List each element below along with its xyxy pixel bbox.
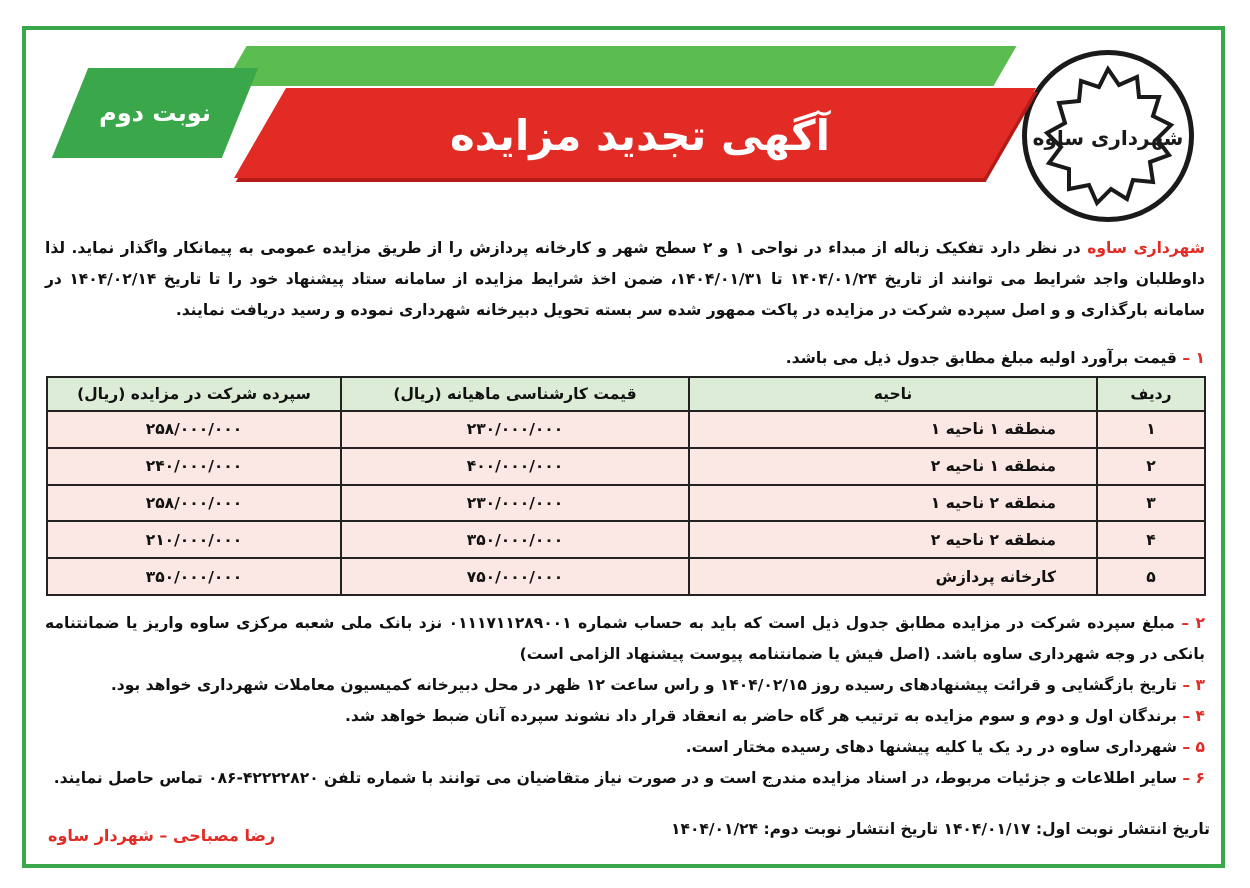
cell-area: منطقه ۲ ناحیه ۱	[689, 485, 1097, 522]
table-row	[47, 411, 1205, 448]
table-row	[47, 485, 1205, 522]
cell-price: ۴۰۰/۰۰۰/۰۰۰	[341, 448, 689, 485]
item-text: مبلغ سپرده شرکت در مزایده مطابق جدول ذیل است که باید به حساب شماره ۰۱۱۱۷۱۱۲۸۹۰۰۱ نزد بانک ملی شعبه مرکزی ساوه واریز یا ضمانتنامه بانکی در وجه شهرداری ساوه باشد. (اصل فیش یا ضمانتنامه پیوست پیشنهاد الزامی است)	[45, 614, 1205, 663]
cell-price: ۷۵۰/۰۰۰/۰۰۰	[341, 558, 689, 595]
intro-paragraph	[45, 233, 1205, 326]
cell-deposit: ۲۵۸/۰۰۰/۰۰۰	[47, 485, 341, 522]
table-row	[47, 558, 1205, 595]
cell-area: منطقه ۱ ناحیه ۲	[689, 448, 1097, 485]
cell-deposit: ۲۵۸/۰۰۰/۰۰۰	[47, 411, 341, 448]
round-badge: نوبت دوم	[99, 99, 211, 127]
item-text: تاریخ بازگشایی و قرائت پیشنهادهای رسیده روز ۱۴۰۴/۰۲/۱۵ و راس ساعت ۱۲ ظهر در محل دبیرخانه کمیسیون معاملات شهرداری خواهد بود.	[110, 676, 1177, 694]
table-row	[47, 521, 1205, 558]
cell-area: منطقه ۲ ناحیه ۲	[689, 521, 1097, 558]
col-header-deposit: سپرده شرکت در مزایده (ریال)	[47, 377, 341, 411]
cell-price: ۲۳۰/۰۰۰/۰۰۰	[341, 485, 689, 522]
intro-text: در نظر دارد تفکیک زباله از مبداء در نواحی ۱ و ۲ سطح شهر و کارخانه پردازش را از طریق مزایده عمومی به پیمانکار واگذار نماید. لذا داوطلبان واجد شرایط می توانند از تاریخ ۱۴۰۴/۰۱/۲۴ تا ۱۴۰۴/۰۱/۳۱، ضمن اخذ شرایط مزایده از سامانه ستاد پیشنهاد خود را تا تاریخ ۱۴۰۴/۰۲/۱۴ در سامانه بارگذاری و و اصل سپرده شرکت در مزایده در پاکت ممهور شده سر بسته تحویل دبیرخانه شهرداری نموده و رسید دریافت نمایند.	[45, 239, 1205, 319]
cell-row: ۳	[1097, 485, 1205, 522]
list-item	[45, 670, 1205, 701]
item-num: ۶ –	[1182, 769, 1205, 787]
item-1-num: ۱ –	[1182, 349, 1205, 367]
logo-seal-icon	[1027, 55, 1189, 217]
cell-deposit: ۲۴۰/۰۰۰/۰۰۰	[47, 448, 341, 485]
list-item	[45, 608, 1205, 670]
col-header-row: ردیف	[1097, 377, 1205, 411]
cell-area: منطقه ۱ ناحیه ۱	[689, 411, 1097, 448]
col-header-price: قیمت کارشناسی ماهیانه (ریال)	[341, 377, 689, 411]
publication-dates: تاریخ انتشار نوبت اول: ۱۴۰۴/۰۱/۱۷ تاریخ انتشار نوبت دوم: ۱۴۰۴/۰۱/۲۴	[671, 820, 1210, 838]
cell-row: ۲	[1097, 448, 1205, 485]
cell-deposit: ۲۱۰/۰۰۰/۰۰۰	[47, 521, 341, 558]
cell-price: ۲۳۰/۰۰۰/۰۰۰	[341, 411, 689, 448]
signer: رضا مصباحی – شهردار ساوه	[48, 826, 276, 845]
bids-table	[46, 376, 1206, 596]
col-header-area: ناحیه	[689, 377, 1097, 411]
cell-row: ۴	[1097, 521, 1205, 558]
list-item	[45, 732, 1205, 763]
logo-text: شهرداری ساوه	[1032, 126, 1184, 150]
item-text: برندگان اول و دوم و سوم مزایده به ترتیب هر گاه حاضر به انعقاد قرار داد نشوند سپرده آنان ضبط خواهد شد.	[344, 707, 1177, 725]
cell-area: کارخانه پردازش	[689, 558, 1097, 595]
cell-row: ۵	[1097, 558, 1205, 595]
intro-org: شهرداری ساوه	[1087, 239, 1205, 257]
table-row	[47, 448, 1205, 485]
item-num: ۲ –	[1181, 614, 1205, 632]
item-num: ۵ –	[1182, 738, 1205, 756]
table-header-row	[47, 377, 1205, 411]
cell-row: ۱	[1097, 411, 1205, 448]
list-item	[45, 701, 1205, 732]
item-num: ۳ –	[1182, 676, 1205, 694]
item-num: ۴ –	[1182, 707, 1205, 725]
item-text: سایر اطلاعات و جزئیات مربوط، در اسناد مزایده مندرج است و در صورت نیاز متقاضیان می توانند با شماره تلفن ۴۲۲۲۲۸۲۰-۰۸۶ تماس حاصل نمایند.	[53, 769, 1177, 787]
cell-price: ۳۵۰/۰۰۰/۰۰۰	[341, 521, 689, 558]
conditions-list	[45, 608, 1205, 794]
item-1	[45, 343, 1205, 374]
list-item	[45, 763, 1205, 794]
page-title: آگهی تجدید مزایده	[450, 110, 830, 160]
item-1-text: قیمت برآورد اولیه مبلغ مطابق جدول ذیل می باشد.	[785, 349, 1177, 367]
item-text: شهرداری ساوه در رد یک یا کلیه پیشنها دهای رسیده مختار است.	[685, 738, 1177, 756]
title-green-band	[223, 46, 1016, 86]
cell-deposit: ۳۵۰/۰۰۰/۰۰۰	[47, 558, 341, 595]
municipality-logo	[1022, 50, 1194, 222]
